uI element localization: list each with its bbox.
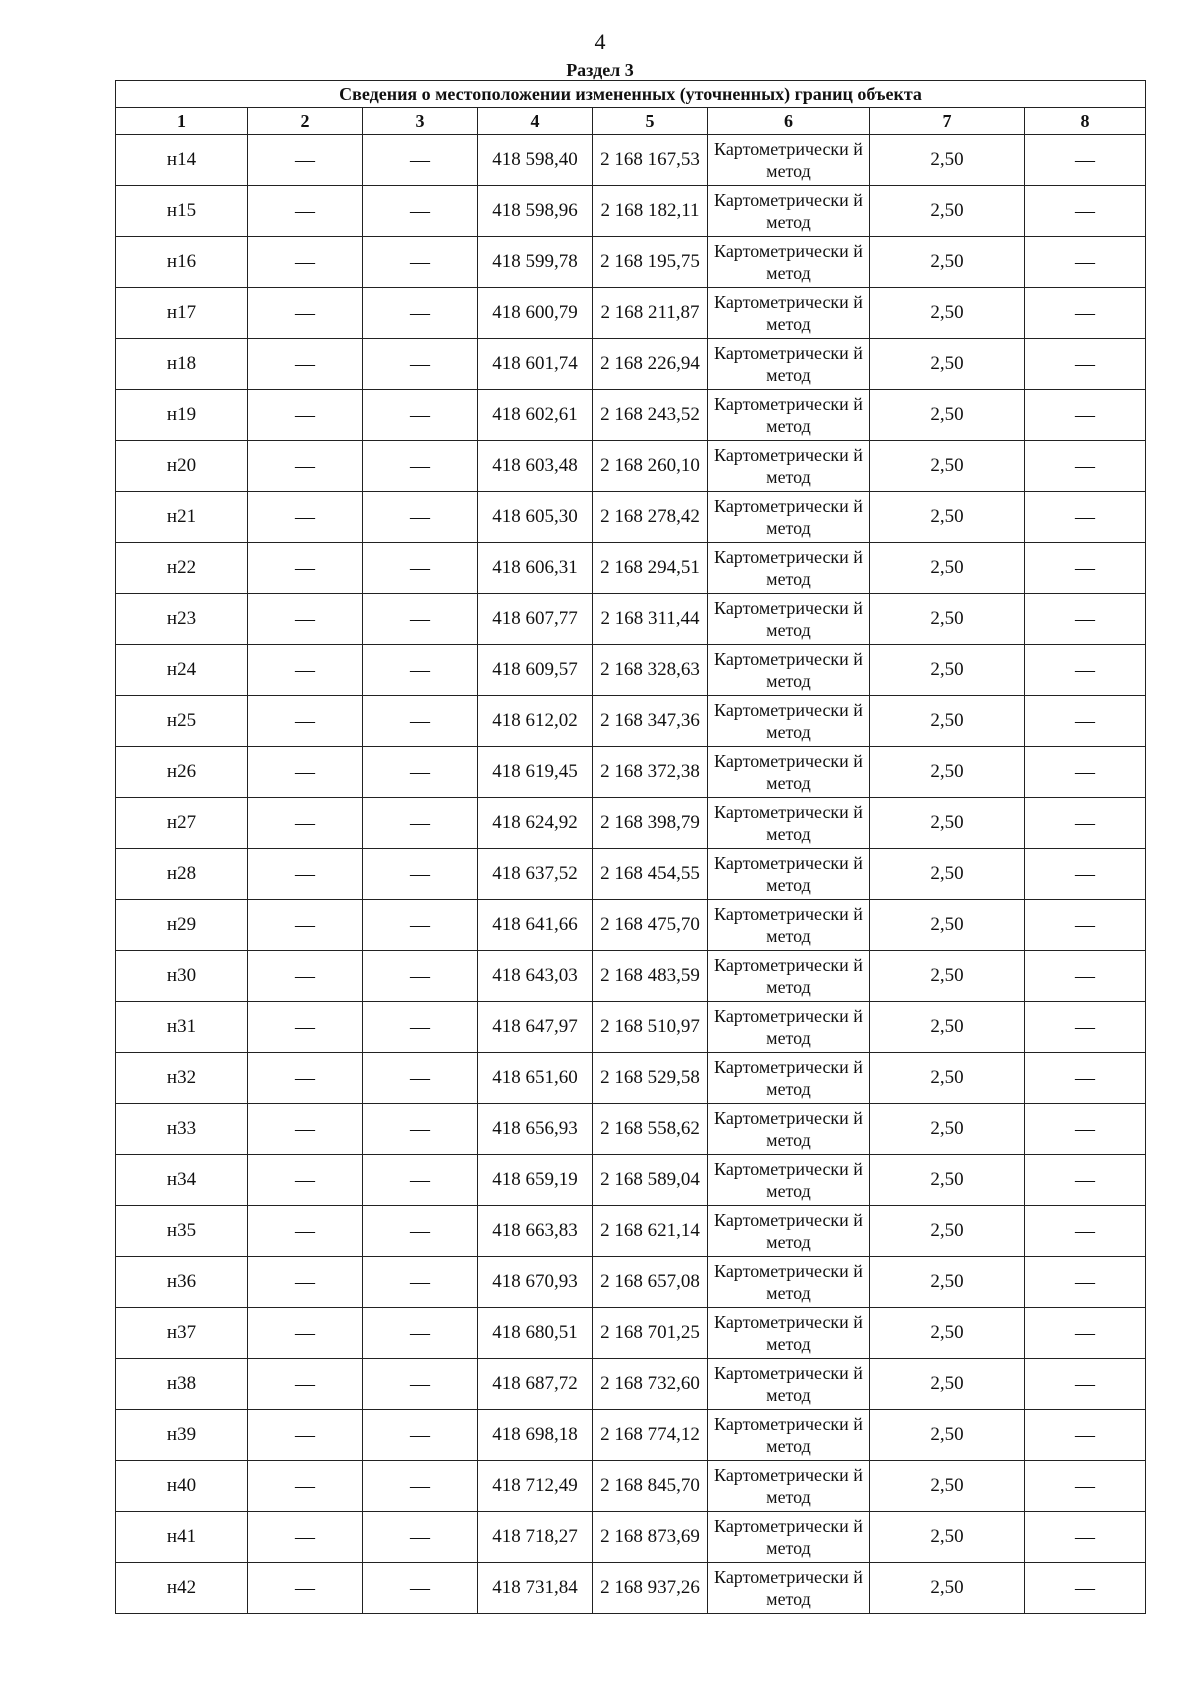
y-coordinate-cell: 2 168 589,04 (593, 1155, 708, 1206)
column-3-cell: — (363, 288, 478, 339)
y-coordinate-cell: 2 168 311,44 (593, 594, 708, 645)
accuracy-cell: 2,50 (870, 798, 1025, 849)
x-coordinate-cell: 418 659,19 (478, 1155, 593, 1206)
column-8-cell: — (1025, 339, 1146, 390)
table-row (116, 1002, 1146, 1053)
x-coordinate-cell: 418 687,72 (478, 1359, 593, 1410)
column-number: 5 (593, 108, 708, 135)
method-cell: Картометрически й метод (708, 1512, 870, 1563)
point-number-cell: н39 (116, 1410, 248, 1461)
table-row (116, 900, 1146, 951)
method-cell: Картометрически й метод (708, 1410, 870, 1461)
column-8-cell: — (1025, 951, 1146, 1002)
y-coordinate-cell: 2 168 621,14 (593, 1206, 708, 1257)
point-number-cell: н22 (116, 543, 248, 594)
column-8-cell: — (1025, 237, 1146, 288)
column-8-cell: — (1025, 1104, 1146, 1155)
y-coordinate-cell: 2 168 475,70 (593, 900, 708, 951)
column-2-cell: — (248, 135, 363, 186)
method-cell: Картометрически й метод (708, 747, 870, 798)
x-coordinate-cell: 418 624,92 (478, 798, 593, 849)
table-row (116, 1053, 1146, 1104)
column-8-cell: — (1025, 492, 1146, 543)
column-2-cell: — (248, 798, 363, 849)
method-cell: Картометрически й метод (708, 1563, 870, 1614)
x-coordinate-cell: 418 712,49 (478, 1461, 593, 1512)
y-coordinate-cell: 2 168 328,63 (593, 645, 708, 696)
method-cell: Картометрически й метод (708, 1461, 870, 1512)
column-8-cell: — (1025, 1512, 1146, 1563)
column-3-cell: — (363, 594, 478, 645)
x-coordinate-cell: 418 643,03 (478, 951, 593, 1002)
column-8-cell: — (1025, 798, 1146, 849)
column-3-cell: — (363, 1206, 478, 1257)
column-2-cell: — (248, 186, 363, 237)
accuracy-cell: 2,50 (870, 1053, 1025, 1104)
column-8-cell: — (1025, 900, 1146, 951)
method-cell: Картометрически й метод (708, 237, 870, 288)
column-8-cell: — (1025, 1308, 1146, 1359)
column-2-cell: — (248, 390, 363, 441)
column-3-cell: — (363, 1512, 478, 1563)
table-row (116, 747, 1146, 798)
point-number-cell: н34 (116, 1155, 248, 1206)
x-coordinate-cell: 418 612,02 (478, 696, 593, 747)
page-number: 4 (594, 29, 606, 54)
method-cell: Картометрически й метод (708, 186, 870, 237)
column-number: 8 (1025, 108, 1146, 135)
column-3-cell: — (363, 645, 478, 696)
column-2-cell: — (248, 1104, 363, 1155)
accuracy-cell: 2,50 (870, 594, 1025, 645)
point-number-cell: н36 (116, 1257, 248, 1308)
column-number: 4 (478, 108, 593, 135)
method-cell: Картометрически й метод (708, 1359, 870, 1410)
column-number: 3 (363, 108, 478, 135)
column-2-cell: — (248, 1002, 363, 1053)
column-3-cell: — (363, 1257, 478, 1308)
table-row (116, 1410, 1146, 1461)
y-coordinate-cell: 2 168 510,97 (593, 1002, 708, 1053)
column-2-cell: — (248, 1308, 363, 1359)
accuracy-cell: 2,50 (870, 1002, 1025, 1053)
point-number-cell: н28 (116, 849, 248, 900)
y-coordinate-cell: 2 168 195,75 (593, 237, 708, 288)
column-3-cell: — (363, 186, 478, 237)
x-coordinate-cell: 418 600,79 (478, 288, 593, 339)
accuracy-cell: 2,50 (870, 849, 1025, 900)
method-cell: Картометрически й метод (708, 696, 870, 747)
x-coordinate-cell: 418 680,51 (478, 1308, 593, 1359)
accuracy-cell: 2,50 (870, 747, 1025, 798)
column-8-cell: — (1025, 390, 1146, 441)
accuracy-cell: 2,50 (870, 543, 1025, 594)
y-coordinate-cell: 2 168 372,38 (593, 747, 708, 798)
point-number-cell: н19 (116, 390, 248, 441)
x-coordinate-cell: 418 670,93 (478, 1257, 593, 1308)
table-row (116, 1257, 1146, 1308)
table-row (116, 186, 1146, 237)
point-number-cell: н24 (116, 645, 248, 696)
method-cell: Картометрически й метод (708, 1155, 870, 1206)
table-row (116, 849, 1146, 900)
method-cell: Картометрически й метод (708, 951, 870, 1002)
y-coordinate-cell: 2 168 294,51 (593, 543, 708, 594)
point-number-cell: н30 (116, 951, 248, 1002)
accuracy-cell: 2,50 (870, 900, 1025, 951)
accuracy-cell: 2,50 (870, 645, 1025, 696)
accuracy-cell: 2,50 (870, 1359, 1025, 1410)
column-3-cell: — (363, 492, 478, 543)
x-coordinate-cell: 418 606,31 (478, 543, 593, 594)
accuracy-cell: 2,50 (870, 1563, 1025, 1614)
point-number-cell: н16 (116, 237, 248, 288)
table-row (116, 390, 1146, 441)
column-2-cell: — (248, 288, 363, 339)
point-number-cell: н41 (116, 1512, 248, 1563)
column-3-cell: — (363, 747, 478, 798)
column-8-cell: — (1025, 288, 1146, 339)
column-2-cell: — (248, 1206, 363, 1257)
method-cell: Картометрически й метод (708, 390, 870, 441)
column-number: 6 (708, 108, 870, 135)
point-number-cell: н38 (116, 1359, 248, 1410)
accuracy-cell: 2,50 (870, 1512, 1025, 1563)
x-coordinate-cell: 418 607,77 (478, 594, 593, 645)
point-number-cell: н14 (116, 135, 248, 186)
column-2-cell: — (248, 951, 363, 1002)
column-3-cell: — (363, 1359, 478, 1410)
point-number-cell: н27 (116, 798, 248, 849)
x-coordinate-cell: 418 599,78 (478, 237, 593, 288)
accuracy-cell: 2,50 (870, 339, 1025, 390)
column-8-cell: — (1025, 696, 1146, 747)
column-2-cell: — (248, 696, 363, 747)
table-row (116, 237, 1146, 288)
method-cell: Картометрически й метод (708, 441, 870, 492)
x-coordinate-cell: 418 605,30 (478, 492, 593, 543)
y-coordinate-cell: 2 168 278,42 (593, 492, 708, 543)
table-row (116, 1512, 1146, 1563)
point-number-cell: н42 (116, 1563, 248, 1614)
point-number-cell: н32 (116, 1053, 248, 1104)
method-cell: Картометрически й метод (708, 1206, 870, 1257)
point-number-cell: н31 (116, 1002, 248, 1053)
accuracy-cell: 2,50 (870, 135, 1025, 186)
x-coordinate-cell: 418 656,93 (478, 1104, 593, 1155)
table-row (116, 594, 1146, 645)
column-number: 7 (870, 108, 1025, 135)
table-row (116, 543, 1146, 594)
column-2-cell: — (248, 1512, 363, 1563)
accuracy-cell: 2,50 (870, 1206, 1025, 1257)
y-coordinate-cell: 2 168 211,87 (593, 288, 708, 339)
column-3-cell: — (363, 135, 478, 186)
point-number-cell: н26 (116, 747, 248, 798)
table-row (116, 696, 1146, 747)
column-3-cell: — (363, 798, 478, 849)
point-number-cell: н37 (116, 1308, 248, 1359)
point-number-cell: н17 (116, 288, 248, 339)
column-3-cell: — (363, 900, 478, 951)
column-2-cell: — (248, 339, 363, 390)
column-3-cell: — (363, 1410, 478, 1461)
column-2-cell: — (248, 237, 363, 288)
y-coordinate-cell: 2 168 398,79 (593, 798, 708, 849)
table-row (116, 135, 1146, 186)
accuracy-cell: 2,50 (870, 1104, 1025, 1155)
y-coordinate-cell: 2 168 483,59 (593, 951, 708, 1002)
column-3-cell: — (363, 543, 478, 594)
table-caption: Сведения о местоположении измененных (уточненных) границ объекта (116, 81, 1146, 108)
accuracy-cell: 2,50 (870, 951, 1025, 1002)
column-8-cell: — (1025, 186, 1146, 237)
point-number-cell: н21 (116, 492, 248, 543)
y-coordinate-cell: 2 168 243,52 (593, 390, 708, 441)
x-coordinate-cell: 418 603,48 (478, 441, 593, 492)
x-coordinate-cell: 418 619,45 (478, 747, 593, 798)
method-cell: Картометрически й метод (708, 1053, 870, 1104)
x-coordinate-cell: 418 598,96 (478, 186, 593, 237)
table-row (116, 288, 1146, 339)
table-row (116, 339, 1146, 390)
table-row (116, 441, 1146, 492)
point-number-cell: н33 (116, 1104, 248, 1155)
column-8-cell: — (1025, 1155, 1146, 1206)
point-number-cell: н29 (116, 900, 248, 951)
accuracy-cell: 2,50 (870, 1155, 1025, 1206)
column-8-cell: — (1025, 1257, 1146, 1308)
column-3-cell: — (363, 1461, 478, 1512)
accuracy-cell: 2,50 (870, 492, 1025, 543)
column-3-cell: — (363, 237, 478, 288)
accuracy-cell: 2,50 (870, 1461, 1025, 1512)
y-coordinate-cell: 2 168 732,60 (593, 1359, 708, 1410)
column-8-cell: — (1025, 543, 1146, 594)
point-number-cell: н15 (116, 186, 248, 237)
y-coordinate-cell: 2 168 558,62 (593, 1104, 708, 1155)
column-2-cell: — (248, 1155, 363, 1206)
column-2-cell: — (248, 1359, 363, 1410)
y-coordinate-cell: 2 168 873,69 (593, 1512, 708, 1563)
method-cell: Картометрически й метод (708, 849, 870, 900)
column-3-cell: — (363, 849, 478, 900)
x-coordinate-cell: 418 609,57 (478, 645, 593, 696)
y-coordinate-cell: 2 168 347,36 (593, 696, 708, 747)
point-number-cell: н40 (116, 1461, 248, 1512)
column-8-cell: — (1025, 1206, 1146, 1257)
y-coordinate-cell: 2 168 657,08 (593, 1257, 708, 1308)
method-cell: Картометрически й метод (708, 594, 870, 645)
table-body (116, 135, 1146, 1614)
y-coordinate-cell: 2 168 529,58 (593, 1053, 708, 1104)
column-2-cell: — (248, 645, 363, 696)
point-number-cell: н35 (116, 1206, 248, 1257)
x-coordinate-cell: 418 602,61 (478, 390, 593, 441)
x-coordinate-cell: 418 641,66 (478, 900, 593, 951)
column-3-cell: — (363, 1002, 478, 1053)
column-2-cell: — (248, 1410, 363, 1461)
method-cell: Картометрически й метод (708, 900, 870, 951)
column-2-cell: — (248, 543, 363, 594)
column-3-cell: — (363, 390, 478, 441)
column-2-cell: — (248, 441, 363, 492)
y-coordinate-cell: 2 168 454,55 (593, 849, 708, 900)
y-coordinate-cell: 2 168 260,10 (593, 441, 708, 492)
column-8-cell: — (1025, 135, 1146, 186)
column-2-cell: — (248, 492, 363, 543)
column-3-cell: — (363, 1104, 478, 1155)
column-8-cell: — (1025, 1053, 1146, 1104)
accuracy-cell: 2,50 (870, 441, 1025, 492)
table-row (116, 798, 1146, 849)
method-cell: Картометрически й метод (708, 1002, 870, 1053)
table-row (116, 1461, 1146, 1512)
column-3-cell: — (363, 441, 478, 492)
table-row (116, 1563, 1146, 1614)
column-3-cell: — (363, 1053, 478, 1104)
point-number-cell: н23 (116, 594, 248, 645)
column-2-cell: — (248, 594, 363, 645)
column-2-cell: — (248, 1053, 363, 1104)
method-cell: Картометрически й метод (708, 288, 870, 339)
column-3-cell: — (363, 951, 478, 1002)
column-2-cell: — (248, 1257, 363, 1308)
x-coordinate-cell: 418 647,97 (478, 1002, 593, 1053)
table-row (116, 1359, 1146, 1410)
x-coordinate-cell: 418 598,40 (478, 135, 593, 186)
point-number-cell: н18 (116, 339, 248, 390)
accuracy-cell: 2,50 (870, 1308, 1025, 1359)
x-coordinate-cell: 418 637,52 (478, 849, 593, 900)
table-row (116, 1155, 1146, 1206)
accuracy-cell: 2,50 (870, 288, 1025, 339)
table-row (116, 951, 1146, 1002)
point-number-cell: н25 (116, 696, 248, 747)
column-8-cell: — (1025, 849, 1146, 900)
point-number-cell: н20 (116, 441, 248, 492)
column-3-cell: — (363, 1563, 478, 1614)
method-cell: Картометрически й метод (708, 492, 870, 543)
column-2-cell: — (248, 900, 363, 951)
column-8-cell: — (1025, 441, 1146, 492)
column-3-cell: — (363, 339, 478, 390)
y-coordinate-cell: 2 168 182,11 (593, 186, 708, 237)
section-title: Раздел 3 (566, 60, 634, 80)
method-cell: Картометрически й метод (708, 543, 870, 594)
column-2-cell: — (248, 747, 363, 798)
accuracy-cell: 2,50 (870, 696, 1025, 747)
method-cell: Картометрически й метод (708, 339, 870, 390)
method-cell: Картометрически й метод (708, 1257, 870, 1308)
column-8-cell: — (1025, 747, 1146, 798)
accuracy-cell: 2,50 (870, 390, 1025, 441)
column-8-cell: — (1025, 1461, 1146, 1512)
accuracy-cell: 2,50 (870, 1257, 1025, 1308)
accuracy-cell: 2,50 (870, 237, 1025, 288)
table-row (116, 645, 1146, 696)
x-coordinate-cell: 418 601,74 (478, 339, 593, 390)
column-8-cell: — (1025, 1002, 1146, 1053)
accuracy-cell: 2,50 (870, 186, 1025, 237)
column-number-row (116, 108, 1146, 135)
method-cell: Картометрически й метод (708, 798, 870, 849)
table-row (116, 1104, 1146, 1155)
column-8-cell: — (1025, 1563, 1146, 1614)
method-cell: Картометрически й метод (708, 1104, 870, 1155)
column-2-cell: — (248, 1563, 363, 1614)
accuracy-cell: 2,50 (870, 1410, 1025, 1461)
boundary-table (115, 80, 1146, 1614)
x-coordinate-cell: 418 698,18 (478, 1410, 593, 1461)
column-8-cell: — (1025, 645, 1146, 696)
method-cell: Картометрически й метод (708, 1308, 870, 1359)
column-2-cell: — (248, 1461, 363, 1512)
column-2-cell: — (248, 849, 363, 900)
table-row (116, 492, 1146, 543)
column-number: 1 (116, 108, 248, 135)
table-row (116, 1308, 1146, 1359)
column-3-cell: — (363, 1308, 478, 1359)
column-number: 2 (248, 108, 363, 135)
x-coordinate-cell: 418 731,84 (478, 1563, 593, 1614)
y-coordinate-cell: 2 168 167,53 (593, 135, 708, 186)
table-row (116, 1206, 1146, 1257)
method-cell: Картометрически й метод (708, 645, 870, 696)
column-8-cell: — (1025, 1359, 1146, 1410)
column-8-cell: — (1025, 1410, 1146, 1461)
column-8-cell: — (1025, 594, 1146, 645)
y-coordinate-cell: 2 168 774,12 (593, 1410, 708, 1461)
y-coordinate-cell: 2 168 937,26 (593, 1563, 708, 1614)
method-cell: Картометрически й метод (708, 135, 870, 186)
column-3-cell: — (363, 696, 478, 747)
column-3-cell: — (363, 1155, 478, 1206)
y-coordinate-cell: 2 168 701,25 (593, 1308, 708, 1359)
x-coordinate-cell: 418 663,83 (478, 1206, 593, 1257)
y-coordinate-cell: 2 168 226,94 (593, 339, 708, 390)
x-coordinate-cell: 418 651,60 (478, 1053, 593, 1104)
x-coordinate-cell: 418 718,27 (478, 1512, 593, 1563)
y-coordinate-cell: 2 168 845,70 (593, 1461, 708, 1512)
